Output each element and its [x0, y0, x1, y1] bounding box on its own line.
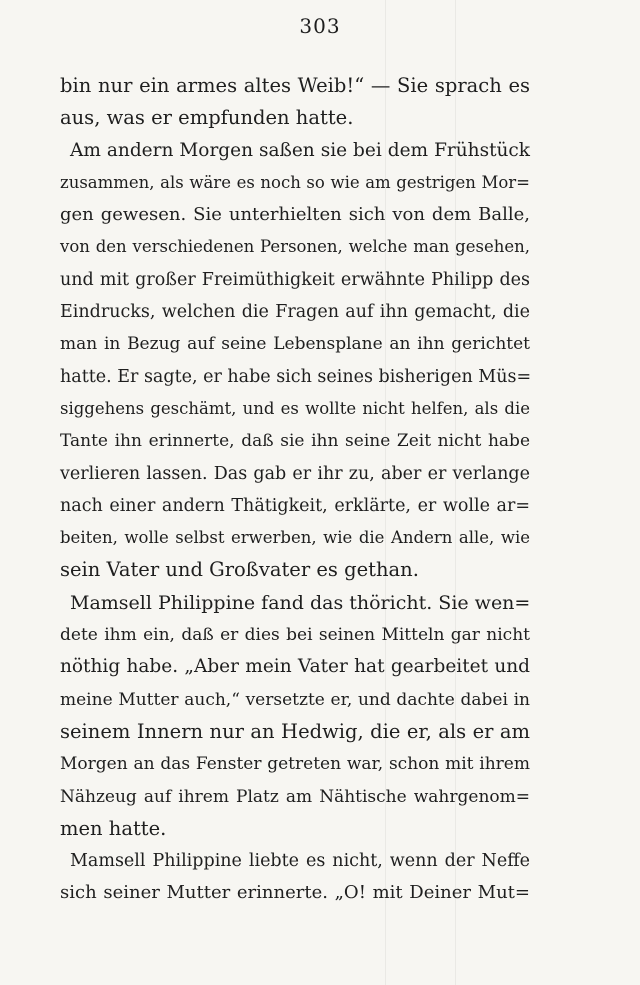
- text-line: und mit großer Freimüthigkeit erwähnte Philipp des: [60, 269, 530, 290]
- text-line: sein Vater und Großvater es gethan.: [60, 558, 419, 582]
- text-line: meine Mutter auch,“ versetzte er, und dachte dabei in: [60, 689, 530, 710]
- text-line: verlieren lassen. Das gab er ihr zu, aber er verlange: [60, 463, 530, 484]
- text-line: Morgen an das Fenster getreten war, schon mit ihrem: [60, 754, 530, 775]
- text-line: Am andern Morgen saßen sie bei dem Frühstück: [70, 139, 530, 161]
- text-line: Nähzeug auf ihrem Platz am Nähtische wahrgenom=: [60, 786, 530, 807]
- text-line: dete ihm ein, daß er dies bei seinen Mitteln gar nicht: [60, 625, 530, 646]
- text-line: Tante ihn erinnerte, daß sie ihn seine Zeit nicht habe: [60, 431, 530, 452]
- text-line: men hatte.: [60, 816, 167, 840]
- text-line: gen gewesen. Sie unterhielten sich von dem Balle,: [60, 204, 530, 226]
- text-line: nöthig habe. „Aber mein Vater hat gearbeitet und: [60, 656, 530, 678]
- text-line: von den verschiedenen Personen, welche man gesehen,: [60, 237, 530, 257]
- text-line: zusammen, als wäre es noch so wie am gestrigen Mor=: [60, 172, 530, 192]
- text-line: Eindrucks, welchen die Fragen auf ihn gemacht, die: [60, 302, 530, 323]
- text-line: bin nur ein armes altes Weib!“ — Sie sprach es: [60, 74, 530, 97]
- text-line: hatte. Er sagte, er habe sich seines bisherigen Müs=: [60, 366, 532, 387]
- text-line: nach einer andern Thätigkeit, erklärte, er wolle ar=: [60, 495, 530, 516]
- page-number: 303: [299, 14, 341, 38]
- text-line: siggehens geschämt, und es wollte nicht helfen, als die: [60, 398, 530, 418]
- text-line: sich seiner Mutter erinnerte. „O! mit Deiner Mut=: [60, 882, 530, 904]
- text-line: beiten, wolle selbst erwerben, wie die Andern alle, wie: [60, 528, 530, 548]
- text-line: Mamsell Philippine liebte es nicht, wenn der Neffe: [70, 851, 530, 872]
- body-text: [60, 70, 530, 910]
- text-line: seinem Innern nur an Hedwig, die er, als er am: [60, 719, 530, 743]
- text-line: aus, was er empfunden hatte.: [60, 106, 354, 130]
- text-line: man in Bezug auf seine Lebensplane an ihn gerichtet: [60, 334, 530, 355]
- text-line: Mamsell Philippine fand das thöricht. Sie wen=: [70, 591, 531, 614]
